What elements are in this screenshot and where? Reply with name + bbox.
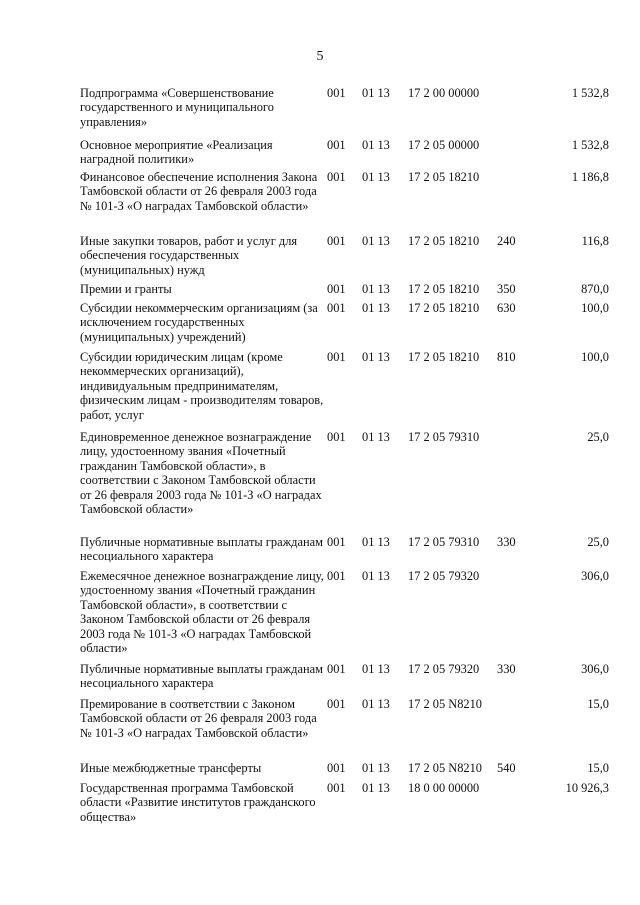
row-section: 01 13	[362, 761, 390, 775]
row-amount: 25,0	[587, 535, 609, 549]
row-amount: 1 186,8	[571, 170, 609, 184]
page-number: 5	[316, 49, 324, 64]
row-name: Премии и гранты	[80, 282, 172, 296]
table-row	[80, 781, 620, 829]
row-target-article: 17 2 05 18210	[408, 350, 480, 364]
row-target-article: 18 0 00 00000	[408, 781, 480, 795]
row-section: 01 13	[362, 282, 390, 296]
row-target-article: 17 2 05 79320	[408, 569, 480, 583]
row-code: 001	[327, 697, 346, 711]
row-section: 01 13	[362, 138, 390, 152]
row-expense-type: 810	[497, 350, 516, 364]
row-code: 001	[327, 234, 346, 248]
row-amount: 25,0	[587, 430, 609, 444]
row-amount: 306,0	[581, 662, 609, 676]
table-row	[80, 86, 620, 138]
row-name: Иные межбюджетные трансферты	[80, 761, 262, 775]
row-name: Государственная программа Тамбовской области «Развитие институтов гражданского общества»	[80, 781, 316, 824]
table-row	[80, 761, 620, 781]
row-name: Иные закупки товаров, работ и услуг для обеспечения государственных (муниципальных) нужд	[80, 234, 298, 277]
row-section: 01 13	[362, 535, 390, 549]
row-target-article: 17 2 05 18210	[408, 170, 480, 184]
table-row	[80, 569, 620, 662]
row-name: Финансовое обеспечение исполнения Закона Тамбовской области от 26 февраля 2003 года № 101-З «О наградах Тамбовской области»	[80, 170, 318, 213]
table-row	[80, 138, 620, 170]
row-code: 001	[327, 662, 346, 676]
row-code: 001	[327, 761, 346, 775]
row-expense-type: 630	[497, 301, 516, 315]
row-target-article: 17 2 00 00000	[408, 86, 480, 100]
row-code: 001	[327, 535, 346, 549]
row-amount: 306,0	[581, 569, 609, 583]
row-name: Субсидии некоммерческим организациям (за исключением государственных (муниципальных) учреждений)	[80, 301, 318, 344]
row-code: 001	[327, 301, 346, 315]
row-name: Публичные нормативные выплаты гражданам несоциального характера	[80, 535, 323, 564]
row-name: Субсидии юридическим лицам (кроме некоммерческих организаций), индивидуальным предпринимателям, физическим лицам - производителям товаров, работ, услуг	[80, 350, 324, 422]
row-section: 01 13	[362, 430, 390, 444]
row-expense-type: 330	[497, 662, 516, 676]
row-target-article: 17 2 05 79310	[408, 535, 480, 549]
row-code: 001	[327, 350, 346, 364]
row-name: Подпрограмма «Совершенствование государственного и муниципального управления»	[80, 86, 274, 129]
row-target-article: 17 2 05 79320	[408, 662, 480, 676]
row-expense-type: 540	[497, 761, 516, 775]
row-code: 001	[327, 781, 346, 795]
table-row	[80, 350, 620, 430]
row-amount: 116,8	[581, 234, 609, 248]
row-code: 001	[327, 170, 346, 184]
row-target-article: 17 2 05 79310	[408, 430, 480, 444]
row-target-article: 17 2 05 18210	[408, 234, 480, 248]
row-target-article: 17 2 05 18210	[408, 301, 480, 315]
row-code: 001	[327, 282, 346, 296]
table-row	[80, 662, 620, 697]
row-amount: 1 532,8	[571, 86, 609, 100]
table-row	[80, 170, 620, 234]
row-code: 001	[327, 86, 346, 100]
row-expense-type: 240	[497, 234, 516, 248]
row-target-article: 17 2 05 18210	[408, 282, 480, 296]
row-name: Публичные нормативные выплаты гражданам несоциального характера	[80, 662, 323, 691]
table-row	[80, 535, 620, 569]
row-expense-type: 330	[497, 535, 516, 549]
row-section: 01 13	[362, 781, 390, 795]
row-expense-type: 350	[497, 282, 516, 296]
row-amount: 100,0	[581, 350, 609, 364]
row-section: 01 13	[362, 301, 390, 315]
table-row	[80, 430, 620, 535]
budget-table	[80, 86, 620, 829]
table-row	[80, 234, 620, 282]
row-amount: 1 532,8	[571, 138, 609, 152]
row-code: 001	[327, 138, 346, 152]
row-amount: 10 926,3	[565, 781, 609, 795]
row-amount: 15,0	[587, 697, 609, 711]
row-section: 01 13	[362, 662, 390, 676]
row-code: 001	[327, 430, 346, 444]
row-section: 01 13	[362, 234, 390, 248]
row-name: Основное мероприятие «Реализация наградной политики»	[80, 138, 273, 167]
row-amount: 100,0	[581, 301, 609, 315]
row-section: 01 13	[362, 350, 390, 364]
row-section: 01 13	[362, 697, 390, 711]
table-row	[80, 301, 620, 350]
row-target-article: 17 2 05 00000	[408, 138, 480, 152]
row-name: Премирование в соответствии с Законом Тамбовской области от 26 февраля 2003 года № 101-З «О наградах Тамбовской области»	[80, 697, 317, 740]
table-row	[80, 282, 620, 301]
row-name: Ежемесячное денежное вознаграждение лицу, удостоенному звания «Почетный гражданин Тамбовской области», в соответствии с Законом Тамбовской области от 26 февраля 2003 года № 101-З «О наградах Тамбовской области»	[80, 569, 324, 656]
row-section: 01 13	[362, 86, 390, 100]
row-amount: 15,0	[587, 761, 609, 775]
row-section: 01 13	[362, 569, 390, 583]
row-amount: 870,0	[581, 282, 609, 296]
table-row	[80, 697, 620, 761]
row-target-article: 17 2 05 N8210	[408, 697, 482, 711]
row-target-article: 17 2 05 N8210	[408, 761, 482, 775]
row-section: 01 13	[362, 170, 390, 184]
row-name: Единовременное денежное вознаграждение лицу, удостоенному звания «Почетный гражданин Тамбовской области», в соответствии с Законом Тамбовской области от 26 февраля 2003 года № 101-З «О наградах Тамбовской области»	[80, 430, 322, 517]
row-code: 001	[327, 569, 346, 583]
